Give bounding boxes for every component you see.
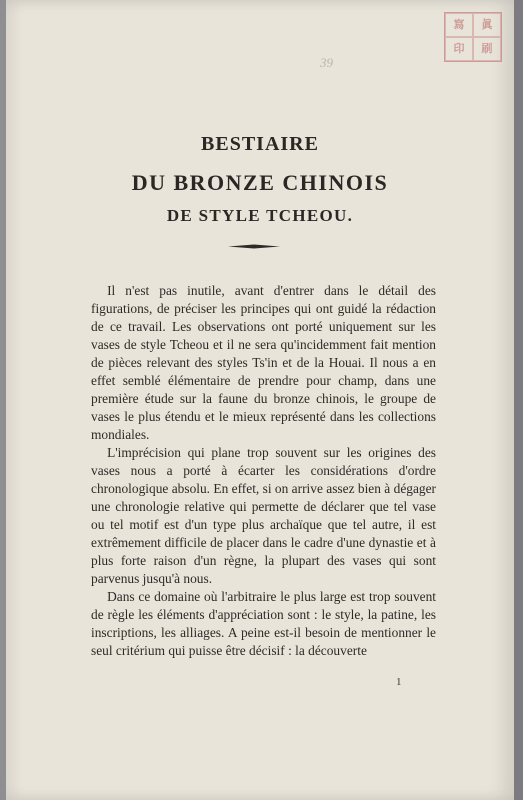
- page-title-line-1: BESTIAIRE: [201, 133, 319, 155]
- ornamental-rule: [228, 244, 280, 249]
- pencil-annotation: 39: [320, 55, 333, 70]
- paragraph: Il n'est pas inutile, avant d'entrer dans le détail des figurations, de préciser les principes qui ont guidé la rédaction de ce travail. Les observations ont porté uniquement sur les vases de style Tcheou et il ne sera qu'incidemment fait mention de pièces relevant des styles Ts'in et de la Houai. Il nous a en effet semblé élémentaire de prendre pour champ, dans une première étude sur la faune du bronze chinois, le groupe de vases le plus étendu et le mieux représenté dans les collections mondiales.: [91, 283, 436, 442]
- body-text: [91, 282, 436, 660]
- signature-mark: 1: [396, 676, 402, 688]
- seal-char: 印: [445, 37, 473, 61]
- document-page: [6, 0, 514, 800]
- red-seal-stamp: [444, 12, 502, 62]
- page-title-line-3: DE STYLE TCHEOU.: [166, 206, 354, 225]
- page-title-line-2: DU BRONZE CHINOIS: [131, 170, 389, 195]
- seal-char: 刷: [473, 37, 501, 61]
- seal-char: 眞: [473, 13, 501, 37]
- paragraph: L'imprécision qui plane trop souvent sur les origines des vases nous a porté à écarter les considérations d'ordre chronologique absolu. En effet, si on arrive assez bien à dégager une chronologie relative qui permette de déclarer que tel vase ou tel motif est d'un type plus archaïque que tel autre, il est extrêmement difficile de placer dans le cadre d'une dynastie et à plus forte raison d'un règne, la plupart des vases qui sont parvenus jusqu'à nous.: [91, 445, 436, 586]
- paragraph: Dans ce domaine où l'arbitraire le plus large est trop souvent de règle les éléments d'appréciation sont : le style, la patine, les inscriptions, les alliages. A peine est-il besoin de mentionner le seul critérium qui puisse être décisif : la découverte: [91, 589, 436, 658]
- seal-char: 寫: [445, 13, 473, 37]
